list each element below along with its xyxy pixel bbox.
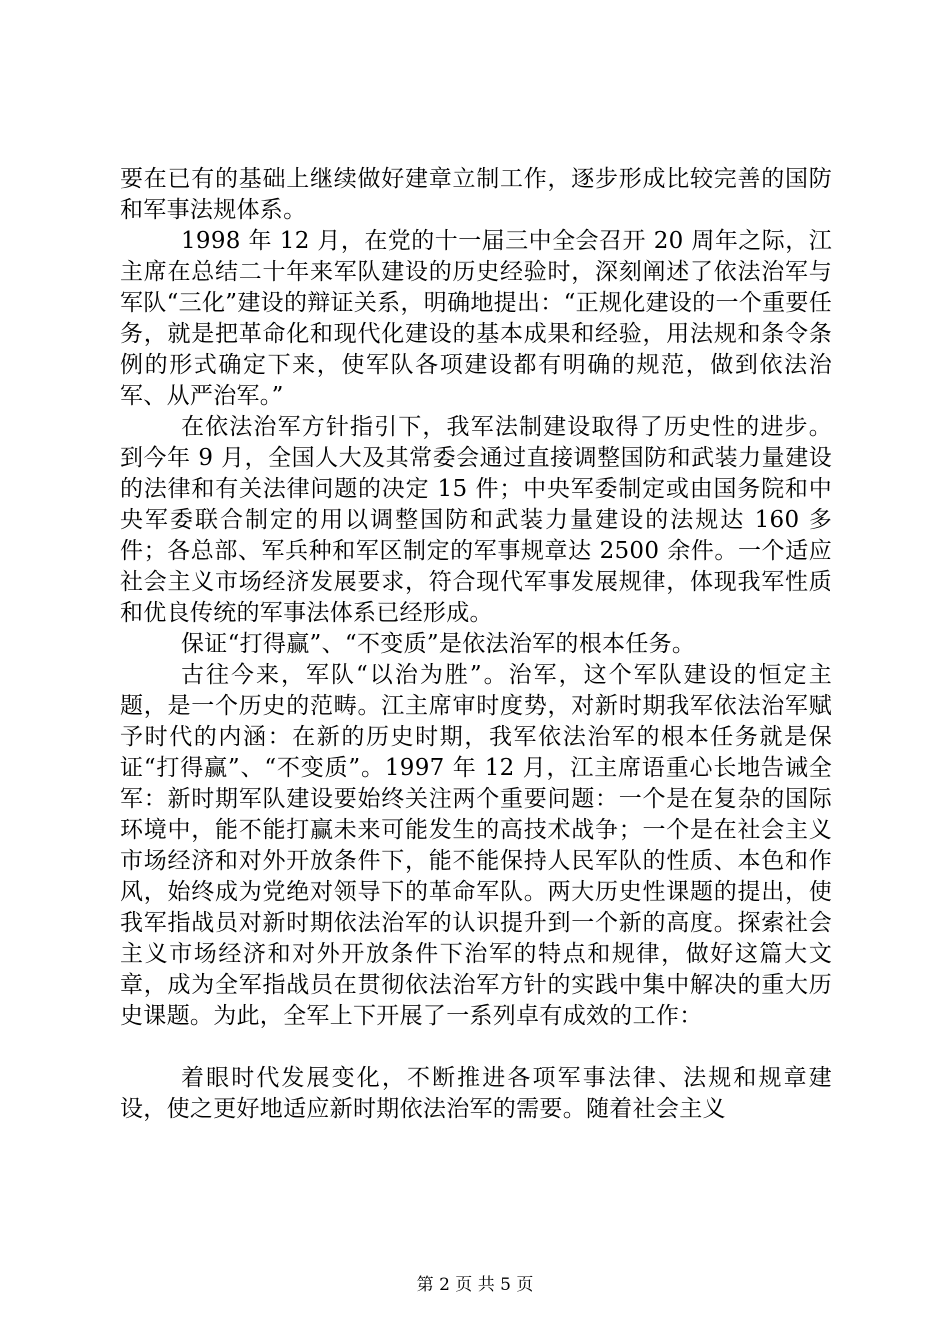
paragraph-1: 要在已有的基础上继续做好建章立制工作，逐步形成比较完善的国防和军事法规体系。 <box>120 166 832 223</box>
page-footer: 第 2 页 共 5 页 <box>416 1275 534 1295</box>
paragraph-2: 1998 年 12 月，在党的十一届三中全会召开 20 周年之际，江主席在总结二十年来军队建设的历史经验时，深刻阐述了依法治军与军队“三化”建设的辩证关系，明确地提出：“正规化建设的一个重要任务，就是把革命化和现代化建设的基本成果和经验，用法规和条令条例的形式确定下来，使军队各项建设都有明确的规范，做到依法治军、从严治军。” <box>120 228 832 409</box>
paragraph-3: 在依法治军方针指引下，我军法制建设取得了历史性的进步。到今年 9 月，全国人大及其常委会通过直接调整国防和武装力量建设的法律和有关法律问题的决定 15 件；中央军委制定或由国务院和中央军委联合制定的用以调整国防和武装力量建设的法规达 160 多件；各总部、军兵种和军区制定的军事规章达 2500 余件。一个适应社会主义市场经济发展要求，符合现代军事发展规律，体现我军性质和优良传统的军事法体系已经形成。 <box>120 414 832 626</box>
document-body <box>120 164 832 1125</box>
paragraph-4: 保证“打得赢”、“不变质”是依法治军的根本任务。 <box>181 631 696 657</box>
paragraph-6: 着眼时代发展变化，不断推进各项军事法律、法规和规章建设，使之更好地适应新时期依法治军的需要。随着社会主义 <box>120 1065 832 1122</box>
paragraph-5: 古往今来，军队“以治为胜”。治军，这个军队建设的恒定主题，是一个历史的范畴。江主席审时度势，对新时期我军依法治军赋予时代的内涵：在新的历史时期，我军依法治军的根本任务就是保证“打得赢”、“不变质”。1997 年 12 月，江主席语重心长地告诫全军：新时期军队建设要始终关注两个重要问题：一个是在复杂的国际环境中，能不能打赢未来可能发生的高技术战争；一个是在社会主义市场经济和对外开放条件下，能不能保持人民军队的性质、本色和作风，始终成为党绝对领导下的革命军队。两大历史性课题的提出，使我军指战员对新时期依法治军的认识提升到一个新的高度。探索社会主义市场经济和对外开放条件下治军的特点和规律，做好这篇大文章，成为全军指战员在贯彻依法治军方针的实践中集中解决的重大历史课题。为此，全军上下开展了一系列卓有成效的工作： <box>120 662 832 1029</box>
